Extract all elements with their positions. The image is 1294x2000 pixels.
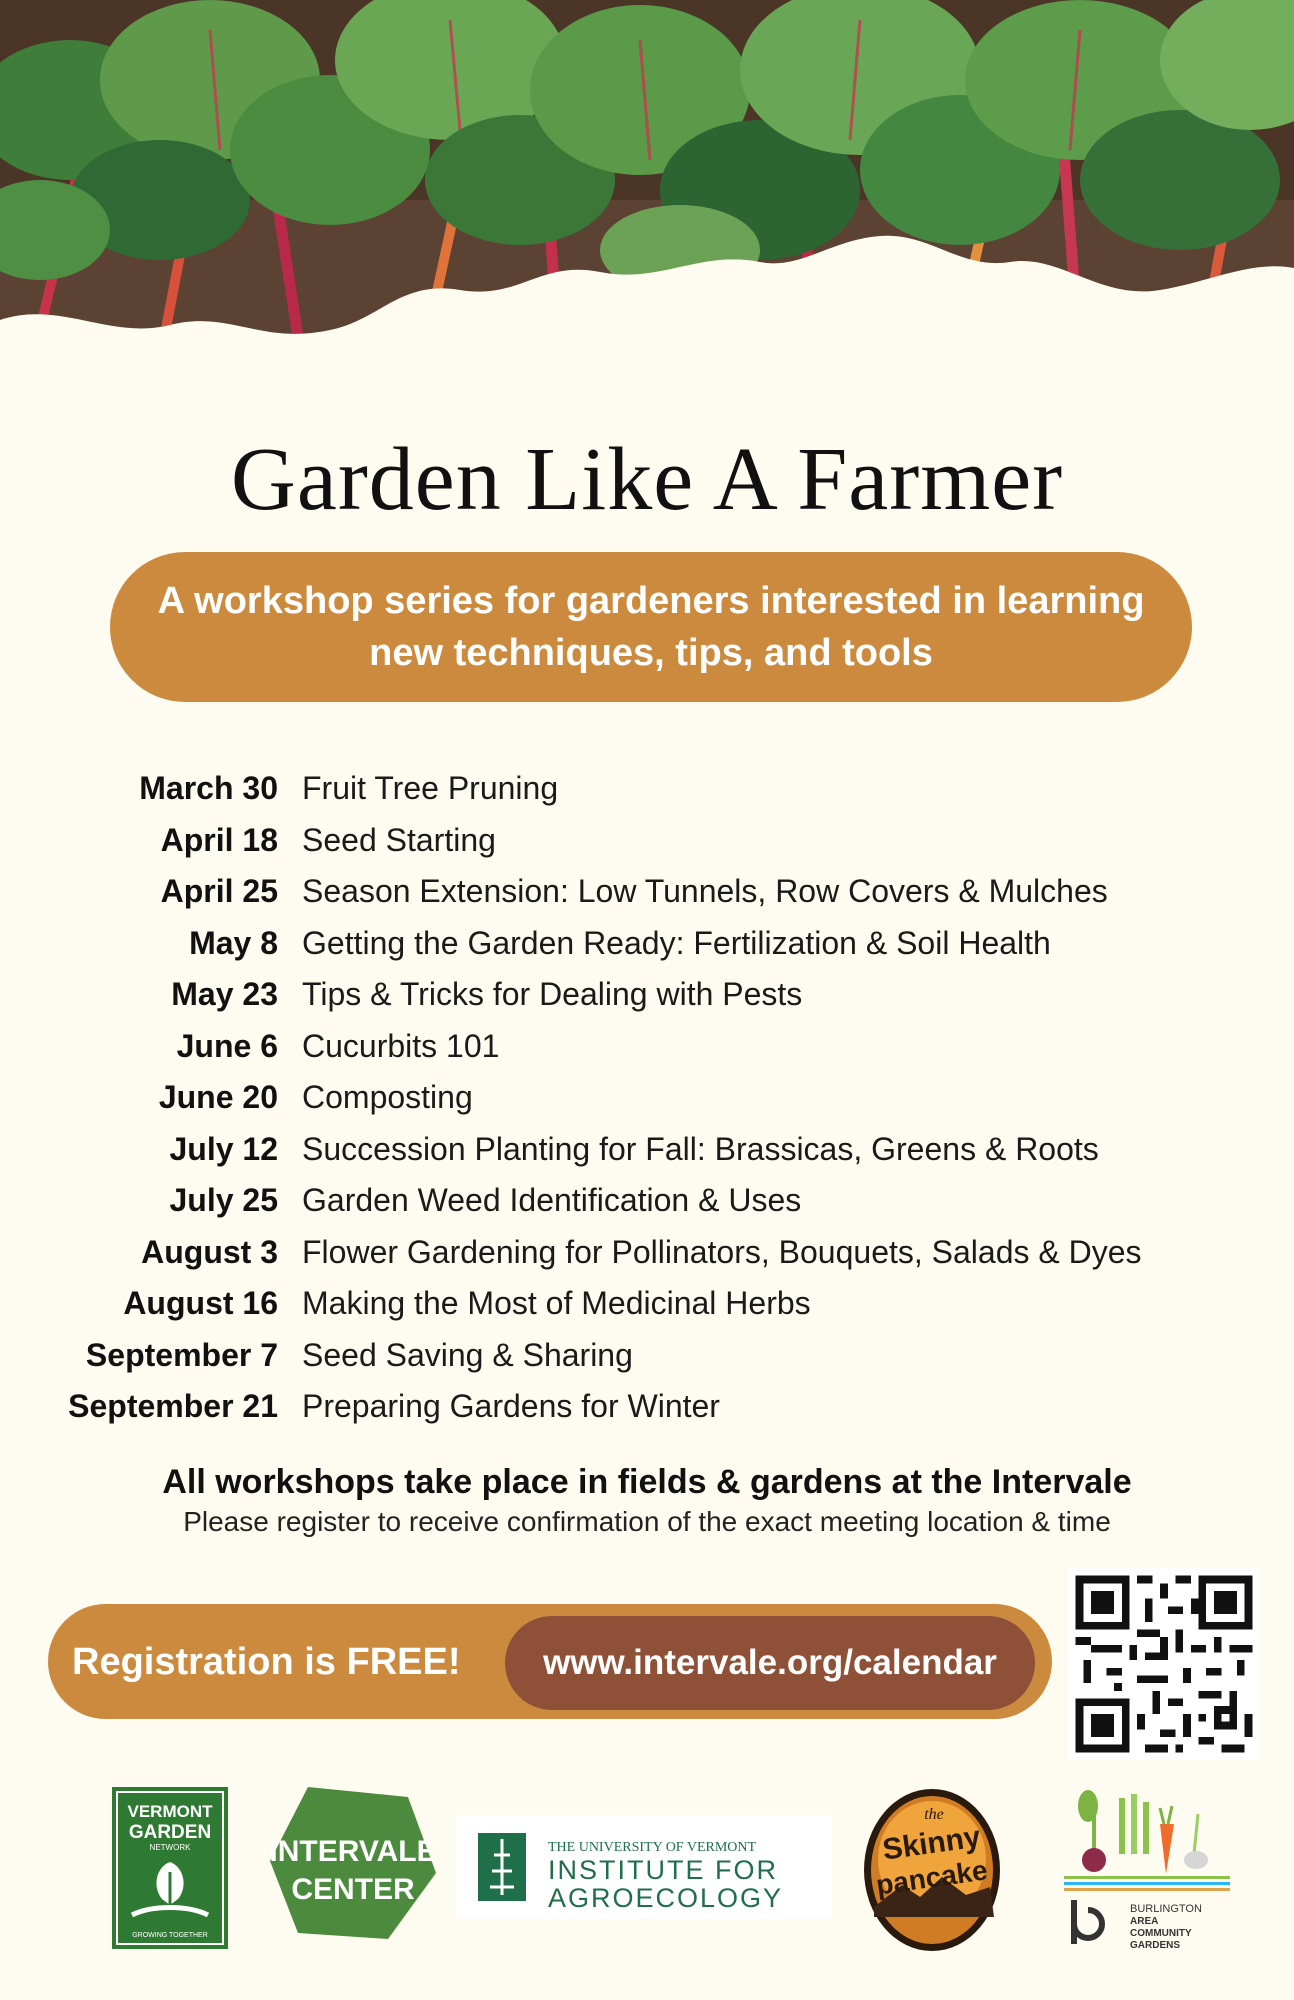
svg-text:INTERVALE: INTERVALE	[269, 1835, 437, 1868]
subtitle-banner	[110, 552, 1192, 702]
schedule-topic: Preparing Gardens for Winter	[302, 1388, 720, 1424]
schedule-row	[0, 918, 1294, 968]
schedule-topic: Tips & Tricks for Dealing with Pests	[302, 976, 803, 1012]
svg-text:AGROECOLOGY: AGROECOLOGY	[548, 1883, 784, 1913]
schedule-row	[0, 1381, 1294, 1431]
svg-text:VERMONT: VERMONT	[127, 1802, 213, 1821]
svg-text:COMMUNITY: COMMUNITY	[1130, 1928, 1192, 1939]
schedule-topic: Cucurbits 101	[302, 1027, 500, 1064]
schedule-date: April 25	[160, 873, 278, 909]
schedule-topic: Composting	[302, 1079, 473, 1115]
schedule-topic: Seed Saving & Sharing	[302, 1336, 633, 1373]
schedule-date: August 3	[141, 1233, 278, 1270]
schedule-row	[0, 1072, 1294, 1122]
skinny-pancake-logo	[862, 1787, 1002, 1953]
registration-label: Registration is FREE!	[72, 1641, 461, 1683]
schedule-date: July 12	[169, 1130, 278, 1167]
qr-code[interactable]	[1068, 1568, 1260, 1760]
schedule-topic: Succession Planting for Fall: Brassicas, Greens & Roots	[302, 1130, 1099, 1167]
schedule-row	[0, 1175, 1294, 1225]
schedule-topic: Flower Gardening for Pollinators, Bouquets, Salads & Dyes	[302, 1233, 1142, 1270]
schedule-row	[0, 815, 1294, 865]
schedule-topic: Seed Starting	[302, 821, 496, 858]
svg-text:AREA: AREA	[1130, 1916, 1159, 1927]
schedule-topic: Season Extension: Low Tunnels, Row Covers & Mulches	[302, 873, 1108, 909]
schedule-date: April 18	[160, 821, 278, 858]
schedule-date: September 21	[68, 1388, 278, 1424]
schedule-row	[0, 1021, 1294, 1071]
schedule-date: March 30	[139, 770, 278, 806]
schedule-topic: Fruit Tree Pruning	[302, 770, 559, 806]
schedule-row	[0, 1330, 1294, 1380]
schedule-row	[0, 1124, 1294, 1174]
schedule-row	[0, 1278, 1294, 1328]
schedule-date: August 16	[123, 1285, 278, 1321]
registration-url[interactable]: www.intervale.org/calendar	[543, 1643, 997, 1682]
location-note: All workshops take place in fields & gardens at the Intervale	[162, 1463, 1132, 1501]
svg-text:BURLINGTON: BURLINGTON	[1130, 1903, 1202, 1915]
svg-text:Skinny: Skinny	[880, 1820, 983, 1867]
svg-text:THE UNIVERSITY OF VERMONT: THE UNIVERSITY OF VERMONT	[548, 1840, 757, 1855]
svg-text:GARDENS: GARDENS	[1130, 1940, 1181, 1951]
schedule-topic: Making the Most of Medicinal Herbs	[302, 1285, 811, 1321]
intervale-center-logo	[268, 1783, 438, 1943]
burlington-community-gardens-logo	[1064, 1784, 1230, 1954]
svg-text:NETWORK: NETWORK	[149, 1843, 191, 1852]
page-title: Garden Like A Farmer	[230, 430, 1064, 529]
schedule-date: May 23	[171, 976, 278, 1012]
svg-text:the: the	[924, 1806, 944, 1823]
vermont-garden-network-logo	[112, 1787, 228, 1949]
schedule-date: June 6	[176, 1027, 278, 1064]
schedule-row	[0, 969, 1294, 1019]
schedule-date: June 20	[158, 1079, 278, 1115]
svg-text:CENTER: CENTER	[291, 1873, 415, 1906]
schedule-date: July 25	[169, 1182, 278, 1218]
schedule-topic: Getting the Garden Ready: Fertilization & Soil Health	[302, 924, 1051, 961]
svg-text:INSTITUTE FOR: INSTITUTE FOR	[548, 1855, 778, 1885]
svg-text:pancake: pancake	[874, 1854, 990, 1901]
subtitle-text: A workshop series for gardeners interested in learning new techniques, tips, and tools	[157, 580, 1145, 674]
schedule-row	[0, 866, 1294, 916]
schedule-row	[0, 1227, 1294, 1277]
schedule-topic: Garden Weed Identification & Uses	[302, 1182, 802, 1218]
chard-photo	[0, 0, 1294, 420]
svg-text:GARDEN: GARDEN	[128, 1822, 212, 1843]
svg-text:GROWING TOGETHER: GROWING TOGETHER	[132, 1932, 208, 1939]
schedule-date: May 8	[189, 924, 278, 961]
registration-link[interactable]	[505, 1616, 1035, 1710]
schedule-row	[0, 763, 1294, 813]
uvm-agroecology-logo	[456, 1815, 832, 1919]
location-subnote: Please register to receive confirmation of the exact meeting location & time	[183, 1506, 1111, 1537]
schedule-date: September 7	[85, 1336, 278, 1373]
